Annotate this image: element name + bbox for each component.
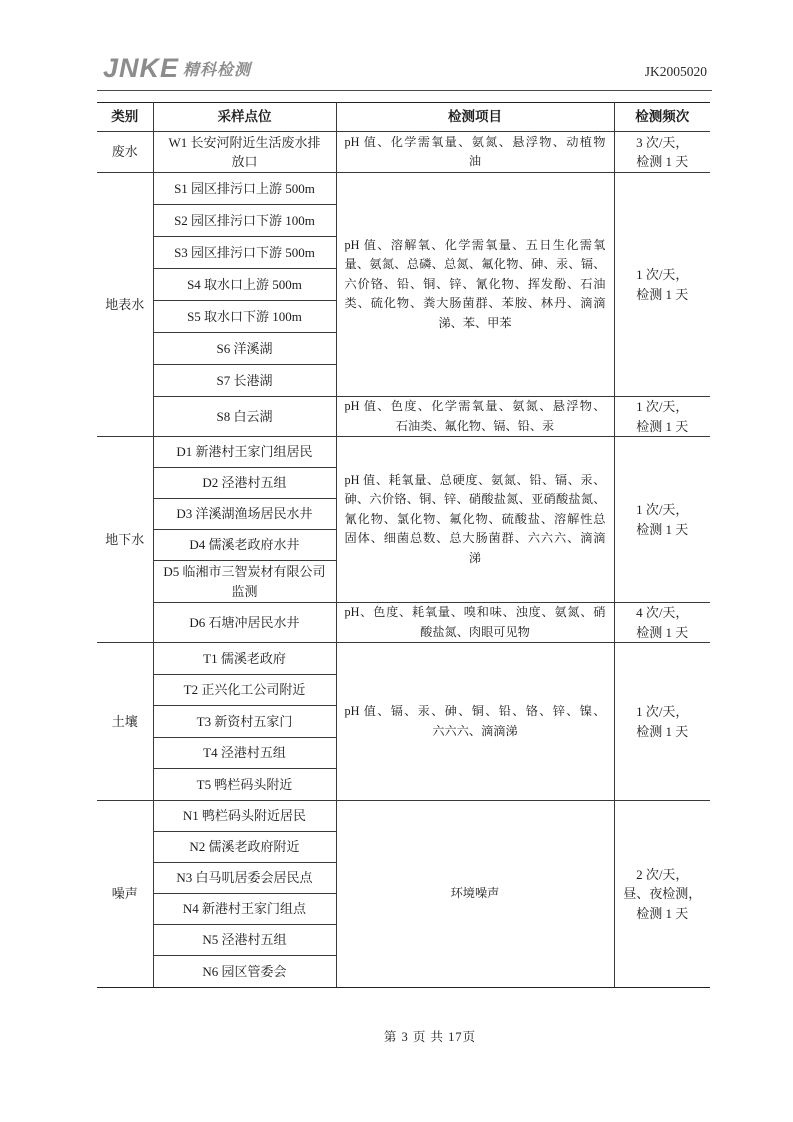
category-groundwater: 地下水 xyxy=(97,437,153,643)
table-row-d6 xyxy=(97,603,710,643)
sampling-point-t2: T2 正兴化工公司附近 xyxy=(153,675,336,706)
frequency-noise xyxy=(614,801,710,988)
sampling-point-line: 放口 xyxy=(231,154,258,169)
category-wastewater: 废水 xyxy=(97,132,153,173)
test-items-line: 六价铬、铅、铜、锌、氰化物、挥发酚、石油 xyxy=(344,276,606,291)
frequency-line: 检测 1 天 xyxy=(636,154,689,169)
test-items-line: 类、硫化物、粪大肠菌群、苯胺、林丹、滴滴 xyxy=(344,296,606,311)
test-items-line: pH、色度、耗氧量、嗅和味、浊度、氨氮、硝 xyxy=(344,605,606,619)
test-items-line: pH 值、溶解氧、化学需氧量、五日生化需氧 xyxy=(344,237,606,252)
table-header-row xyxy=(97,103,710,132)
table-row-n1 xyxy=(97,801,710,832)
sampling-point-d1: D1 新港村王家门组居民 xyxy=(153,437,336,468)
test-items-line: pH 值、色度、化学需氧量、氨氮、悬浮物、 xyxy=(344,399,606,413)
sampling-point-s4: S4 取水口上游 500m xyxy=(153,269,336,301)
sampling-point-s6: S6 洋溪湖 xyxy=(153,333,336,365)
test-items-surface-water-s1-s7 xyxy=(336,173,614,397)
test-items-line: 涕、苯、甲苯 xyxy=(438,315,512,330)
sampling-point-s3: S3 园区排污口下游 500m xyxy=(153,237,336,269)
test-items-line: 石油类、氟化物、镉、铅、汞 xyxy=(395,418,555,433)
category-noise: 噪声 xyxy=(97,801,153,988)
sampling-point-t3: T3 新资村五家门 xyxy=(153,706,336,738)
sampling-point-n4: N4 新港村王家门组点 xyxy=(153,894,336,925)
test-items-wastewater xyxy=(336,132,614,173)
frequency-line: 检测 1 天 xyxy=(636,418,689,434)
company-logo-text: 精科检测 xyxy=(183,60,252,79)
document-code: JK2005020 xyxy=(644,64,707,79)
table-row-s1 xyxy=(97,173,710,205)
sampling-point-line: 监测 xyxy=(231,583,258,599)
category-soil: 土壤 xyxy=(97,643,153,801)
frequency-line: 1 次/天， xyxy=(636,399,689,414)
test-items-noise xyxy=(336,801,614,988)
sampling-point-t4: T4 泾港村五组 xyxy=(153,738,336,769)
sampling-point-t1: T1 儒溪老政府 xyxy=(153,643,336,675)
sampling-point-n3: N3 白马叽居委会居民点 xyxy=(153,863,336,894)
test-items-line: 酸盐氮、肉眼可见物 xyxy=(420,624,530,639)
table-row-w1 xyxy=(97,132,710,173)
sampling-point-n1: N1 鸭栏码头附近居民 xyxy=(153,801,336,832)
sampling-point-s8: S8 白云湖 xyxy=(153,397,336,437)
frequency-line: 检测 1 天 xyxy=(636,905,689,921)
test-items-line: pH 值、耗氧量、总硬度、氨氮、铅、镉、汞、 xyxy=(344,472,606,487)
test-items-line: 量、氨氮、总磷、总氮、氟化物、砷、汞、镉、 xyxy=(344,257,606,272)
frequency-soil xyxy=(614,643,710,801)
sampling-point-d4: D4 儒溪老政府水井 xyxy=(153,530,336,561)
test-items-line: 油 xyxy=(468,154,482,168)
frequency-line: 4 次/天， xyxy=(636,605,689,620)
column-header-category: 类别 xyxy=(97,103,153,132)
frequency-line: 检测 1 天 xyxy=(636,624,689,640)
frequency-line: 检测 1 天 xyxy=(636,723,689,739)
sampling-point-d2: D2 泾港村五组 xyxy=(153,468,336,499)
frequency-groundwater-d1-d5 xyxy=(614,437,710,603)
sampling-point-n5: N5 泾港村五组 xyxy=(153,925,336,956)
frequency-line: 1 次/天， xyxy=(636,502,689,517)
page-number: 第 3 页 共 17页 xyxy=(383,1030,477,1044)
table-row-d1 xyxy=(97,437,710,468)
sampling-point-s5: S5 取水口下游 100m xyxy=(153,301,336,333)
test-items-line: 涕 xyxy=(468,550,482,565)
test-items-line: 砷、六价铬、铜、锌、硝酸盐氮、亚硝酸盐氮、 xyxy=(344,492,606,507)
monitoring-plan-table xyxy=(97,102,710,988)
test-items-line: pH 值、镉、汞、砷、铜、铅、铬、锌、镍、 xyxy=(344,704,606,718)
header-divider xyxy=(97,90,712,91)
frequency-line: 1 次/天， xyxy=(636,267,689,282)
frequency-surface-water-s8 xyxy=(614,397,710,437)
frequency-line: 检测 1 天 xyxy=(636,521,689,537)
test-items-line: 环境噪声 xyxy=(450,886,500,901)
table-row-s8 xyxy=(97,397,710,437)
test-items-line: pH 值、化学需氧量、氨氮、悬浮物、动植物 xyxy=(344,134,606,149)
sampling-point-line: D5 临湘市三智炭材有限公司 xyxy=(163,564,326,579)
sampling-point-s2: S2 园区排污口下游 100m xyxy=(153,205,336,237)
test-items-line: 六六六、滴滴涕 xyxy=(432,723,518,738)
test-items-groundwater-d1-d5 xyxy=(336,437,614,603)
frequency-line: 检测 1 天 xyxy=(636,286,689,302)
table-row-t1 xyxy=(97,643,710,675)
sampling-point-d6: D6 石塘冲居民水井 xyxy=(153,603,336,643)
sampling-point-s1: S1 园区排污口上游 500m xyxy=(153,173,336,205)
column-header-test-items: 检测项目 xyxy=(336,103,614,132)
test-items-line: 氰化物、氯化物、氟化物、硫酸盐、溶解性总 xyxy=(344,511,606,526)
test-items-groundwater-d6 xyxy=(336,603,614,643)
test-items-surface-water-s8 xyxy=(336,397,614,437)
frequency-line: 2 次/天， xyxy=(636,866,689,882)
frequency-groundwater-d6 xyxy=(614,603,710,643)
column-header-sampling-point: 采样点位 xyxy=(153,103,336,132)
company-logo-mark: JNKE xyxy=(103,53,180,83)
sampling-point-n2: N2 儒溪老政府附近 xyxy=(153,832,336,863)
sampling-point-s7: S7 长港湖 xyxy=(153,365,336,397)
test-items-line: 固体、细菌总数、总大肠菌群、六六六、滴滴 xyxy=(344,531,606,546)
sampling-point-w1 xyxy=(153,132,336,173)
sampling-point-n6: N6 园区管委会 xyxy=(153,956,336,988)
test-items-soil xyxy=(336,643,614,801)
sampling-point-t5: T5 鸭栏码头附近 xyxy=(153,769,336,801)
sampling-point-d3: D3 洋溪湖渔场居民水井 xyxy=(153,499,336,530)
sampling-point-d5 xyxy=(153,561,336,603)
category-surface-water: 地表水 xyxy=(97,173,153,437)
frequency-line: 3 次/天， xyxy=(636,134,689,150)
frequency-surface-water-s1-s7 xyxy=(614,173,710,397)
frequency-line: 昼、夜检测， xyxy=(623,886,702,902)
column-header-frequency: 检测频次 xyxy=(614,103,710,132)
frequency-line: 1 次/天， xyxy=(636,704,689,719)
frequency-wastewater xyxy=(614,132,710,173)
sampling-point-line: W1 长安河附近生活废水排 xyxy=(168,134,321,150)
